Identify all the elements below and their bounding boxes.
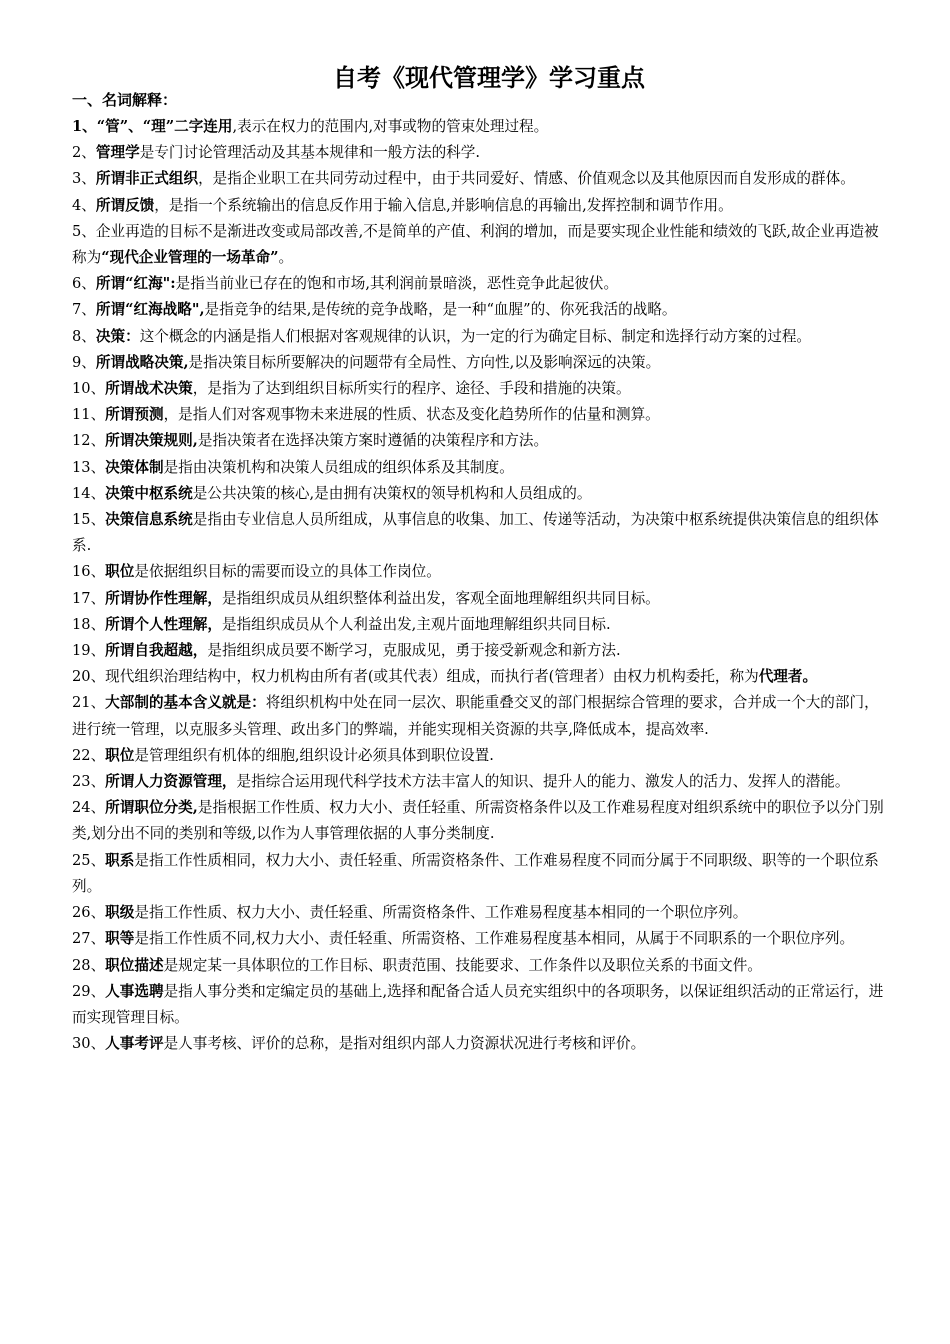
definition-text: ，是指企业职工在共同劳动过程中，由于共同爱好、情感、价值观念以及其他原因而自发形成的群体。 <box>198 170 855 188</box>
term-bold: 管理学 <box>95 144 140 162</box>
term-bold: 人事考评 <box>105 1035 164 1053</box>
definition-text: 21、 <box>72 694 106 712</box>
definition-text: 是指由专业信息人员所组成，从事信息的收集、加工、传递等活动，为决策中枢系统提供决策信息的组织体系. <box>72 511 879 555</box>
term-bold: 所谓人力资源管理， <box>105 773 237 791</box>
definition-text: 。 <box>278 249 294 267</box>
definition-text: 是指由决策机构和决策人员组成的组织体系及其制度。 <box>163 458 514 476</box>
definition-item <box>72 900 886 926</box>
definition-text: 是指当前业已存在的饱和市场,其利润前景暗淡，恶性竞争此起彼伏。 <box>175 275 619 293</box>
definition-text: 2、 <box>72 144 96 162</box>
definition-text: 15、 <box>72 511 106 529</box>
definition-text: 是公共决策的核心,是由拥有决策权的领导机构和人员组成的。 <box>192 484 592 502</box>
definition-item <box>72 690 886 742</box>
definition-text: 3、 <box>72 170 96 188</box>
definition-text: 是规定某一具体职位的工作目标、职责范围、技能要求、工作条件以及职位关系的书面文件。 <box>163 956 762 974</box>
definition-text: 22、 <box>72 746 106 764</box>
definition-item <box>72 455 886 481</box>
term-bold: 1、“管”、“理”二字连用 <box>72 118 233 135</box>
definition-text: 5、企业再造的目标不是渐进改变或局部改善,不是简单的产值、利润的增加，而是要实现企业性能和绩效的飞跃,故企业再造被称为 <box>72 222 879 267</box>
definition-text: 25、 <box>72 851 106 869</box>
definition-item <box>72 271 886 297</box>
term-bold: 所谓决策规则, <box>105 432 198 450</box>
definition-item <box>72 481 886 507</box>
definition-item <box>72 612 886 638</box>
definition-item <box>72 586 886 612</box>
definition-item <box>72 507 886 559</box>
definition-item <box>72 402 886 428</box>
definition-text: 18、 <box>72 615 106 633</box>
definition-item <box>72 743 886 769</box>
definition-item <box>72 428 886 454</box>
term-bold: “现代企业管理的一场革命” <box>101 249 279 267</box>
definition-item <box>72 166 886 192</box>
definition-text: 11、 <box>72 406 106 424</box>
definition-text: ，是指人们对客观事物未来进展的性质、状态及变化趋势所作的估量和测算。 <box>163 406 660 424</box>
section-heading: 一、名词解释： <box>72 91 178 109</box>
definition-text: 10、 <box>72 380 106 398</box>
definition-item <box>72 769 886 795</box>
definition-text: 27、 <box>72 930 106 948</box>
term-bold: 决策信息系统 <box>105 511 193 529</box>
term-bold: 决策体制 <box>105 458 164 476</box>
definition-text: 12、 <box>72 432 106 450</box>
definition-text: 是指组织成员从组织整体利益出发，客观全面地理解组织共同目标。 <box>221 589 660 607</box>
definition-text: 是指综合运用现代科学技术方法丰富人的知识、提升人的能力、激发人的活力、发挥人的潜能。 <box>236 773 850 791</box>
term-bold: 职位 <box>105 563 135 581</box>
definition-text: 是指竞争的结果,是传统的竞争战略，是一种“血腥”的、你死我活的战略。 <box>204 301 677 319</box>
term-bold: 职系 <box>105 851 135 869</box>
definition-text: 4、 <box>72 196 96 214</box>
definition-item <box>72 114 886 140</box>
definition-text: 17、 <box>72 589 106 607</box>
definition-item <box>72 979 886 1031</box>
definition-text: 19、 <box>72 642 106 660</box>
definition-item <box>72 140 886 166</box>
term-bold: 所谓战略决策, <box>95 353 189 371</box>
term-bold: 所谓预测 <box>105 406 164 424</box>
definition-text: 24、 <box>72 799 106 817</box>
term-bold: 代理者。 <box>758 668 818 686</box>
definition-text: 30、 <box>72 1035 106 1053</box>
definition-text: 9、 <box>72 353 96 371</box>
definition-item <box>72 795 886 847</box>
definition-text: 是依据组织目标的需要而设立的具体工作岗位。 <box>134 563 441 581</box>
definition-text: 8、 <box>72 327 96 345</box>
definition-text: 是指根据工作性质、权力大小、责任轻重、所需资格条件以及工作难易程度对组织系统中的职位予以分门别类,划分出不同的类别和等级,以作为人事管理依据的人事分类制度. <box>72 799 884 843</box>
term-bold: 所谓战术决策 <box>105 380 193 398</box>
definition-item <box>72 953 886 979</box>
definition-item <box>72 193 886 219</box>
definition-text: 这个概念的内涵是指人们根据对客观规律的认识，为一定的行为确定目标、制定和选择行动方案的过程。 <box>139 327 812 345</box>
definition-text: 13、 <box>72 458 106 476</box>
term-bold: 决策中枢系统 <box>105 484 193 502</box>
definition-text: 14、 <box>72 484 106 502</box>
definition-text: 是指工作性质不同,权力大小、责任轻重、所需资格、工作难易程度基本相同，从属于不同职系的一个职位序列。 <box>134 930 855 948</box>
definition-text: 是管理组织有机体的细胞,组织设计必须具体到职位设置. <box>134 746 494 764</box>
term-bold: 人事选聘 <box>105 982 164 1000</box>
definition-text: ，是指为了达到组织目标所实行的程序、途径、手段和措施的决策。 <box>192 380 631 398</box>
definition-text: ，是指一个系统输出的信息反作用于输入信息,并影响信息的再输出,发挥控制和调节作用。 <box>154 196 733 214</box>
definition-item <box>72 350 886 376</box>
definition-item <box>72 1031 886 1057</box>
definition-text: 26、 <box>72 904 106 922</box>
term-bold: 职等 <box>105 930 135 948</box>
definition-item <box>72 297 886 323</box>
definition-text: 是指人事分类和定编定员的基础上,选择和配备合适人员充实组织中的各项职务，以保证组织活动的正常运行，进而实现管理目标。 <box>72 982 884 1026</box>
term-bold: 所谓职位分类, <box>105 799 198 817</box>
term-bold: 决策： <box>95 327 140 345</box>
definition-text: 20、现代组织治理结构中，权力机构由所有者(或其代表）组成，而执行者(管理者）由权力机构委托，称为 <box>72 668 759 686</box>
definition-item <box>72 848 886 900</box>
document-title: 自考《现代管理学》学习重点 <box>333 63 645 92</box>
term-bold: 所谓反馈 <box>95 196 155 214</box>
definition-text: 是指决策目标所要解决的问题带有全局性、方向性,以及影响深远的决策。 <box>188 353 661 371</box>
definition-text: 是指组织成员要不断学习，克服成见，勇于接受新观念和新方法. <box>207 642 621 660</box>
definition-item <box>72 376 886 402</box>
definition-text: ,表示在权力的范围内,对事或物的管束处理过程。 <box>232 118 549 135</box>
definition-text: 是指工作性质、权力大小、责任轻重、所需资格条件、工作难易程度基本相同的一个职位序列。 <box>134 904 748 922</box>
term-bold: 职位描述 <box>105 956 164 974</box>
definition-text: 是指决策者在选择决策方案时遵循的决策程序和方法。 <box>197 432 549 450</box>
definition-text: 是专门讨论管理活动及其基本规律和一般方法的科学. <box>139 144 480 162</box>
definition-item <box>72 559 886 585</box>
definition-text: 23、 <box>72 773 106 791</box>
term-bold: 大部制的基本含义就是： <box>105 694 266 712</box>
term-bold: 职位 <box>105 746 135 764</box>
term-bold: 所谓“红海": <box>95 275 176 293</box>
definition-text: 是指工作性质相同，权力大小、责任轻重、所需资格条件、工作难易程度不同而分属于不同职级、职等的一个职位系列。 <box>72 851 879 895</box>
definition-list <box>72 114 886 1057</box>
definition-text: 是指组织成员从个人利益出发,主观片面地理解组织共同目标. <box>221 615 611 633</box>
definition-item <box>72 219 886 271</box>
definition-text: 是人事考核、评价的总称，是指对组织内部人力资源状况进行考核和评价。 <box>163 1035 646 1053</box>
definition-item <box>72 324 886 350</box>
definition-text: 7、 <box>72 301 96 319</box>
term-bold: 所谓“红海战略", <box>95 301 205 319</box>
term-bold: 所谓协作性理解， <box>105 589 222 607</box>
definition-text: 29、 <box>72 982 106 1000</box>
term-bold: 所谓自我超越， <box>105 642 208 660</box>
term-bold: 职级 <box>105 904 135 922</box>
definition-item <box>72 638 886 664</box>
definition-text: 16、 <box>72 563 106 581</box>
definition-text: 6、 <box>72 275 96 293</box>
definition-text: 将组织机构中处在同一层次、职能重叠交叉的部门根据综合管理的要求，合并成一个大的部门，进行统一管理，以克服多头管理、政出多门的弊端，并能实现相关资源的共享,降低成本，提高效率. <box>72 694 879 738</box>
term-bold: 所谓个人性理解， <box>105 615 222 633</box>
definition-text: 28、 <box>72 956 106 974</box>
term-bold: 所谓非正式组织 <box>95 170 199 188</box>
definition-item <box>72 664 886 690</box>
definition-item <box>72 926 886 952</box>
